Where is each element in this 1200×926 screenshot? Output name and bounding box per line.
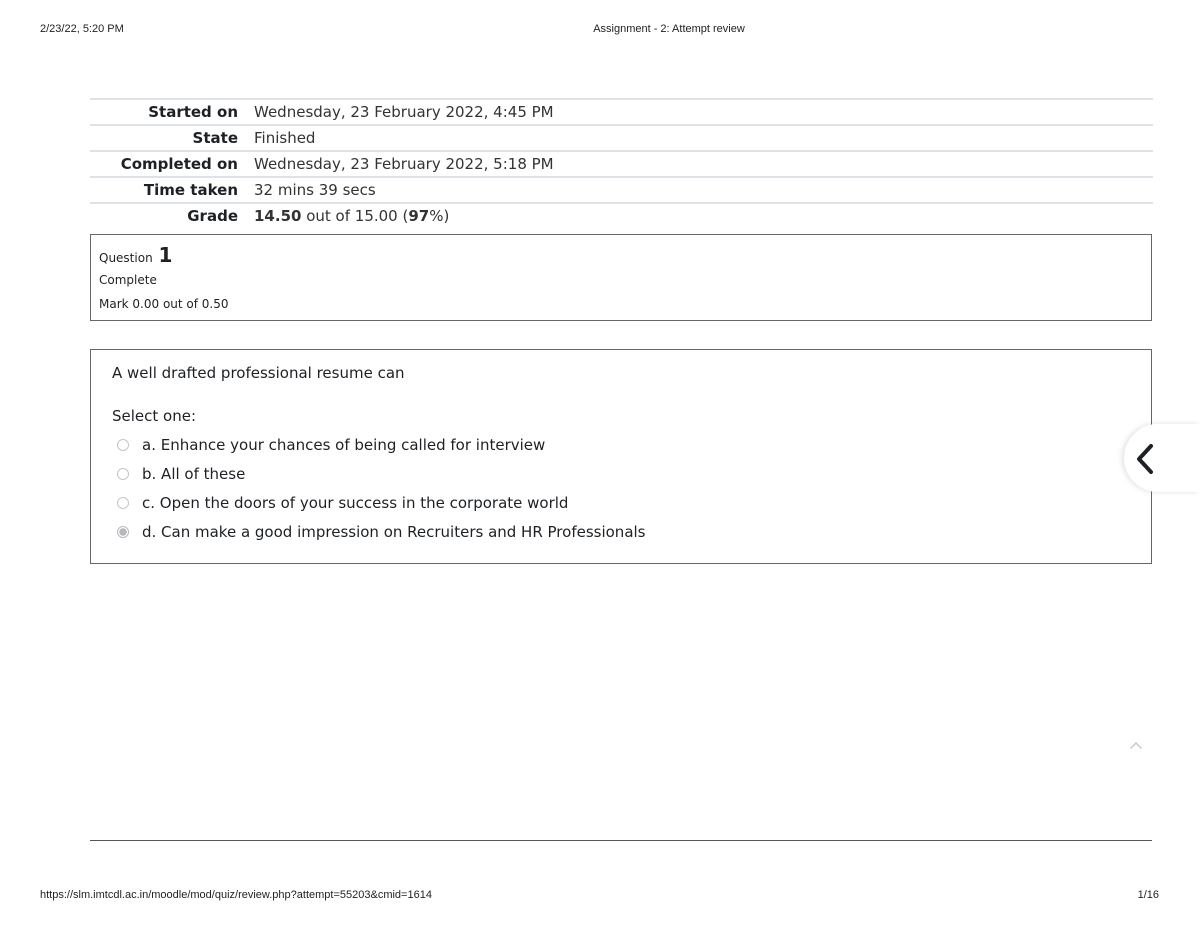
summary-label: Time taken: [143, 181, 238, 199]
summary-value: Finished: [254, 129, 316, 147]
answer-label: b. All of these: [142, 464, 246, 483]
question-state: Complete: [99, 273, 157, 287]
question-text: A well drafted professional resume can: [112, 364, 405, 382]
summary-label: State: [192, 129, 238, 147]
answer-label: a. Enhance your chances of being called for interview: [142, 435, 546, 454]
answer-option-a[interactable]: [117, 430, 646, 459]
summary-row-state: [90, 125, 1153, 151]
summary-row-time-taken: [90, 177, 1153, 203]
question-number: 1: [158, 243, 173, 267]
print-header-date: 2/23/22, 5:20 PM: [40, 23, 124, 35]
print-header-title: Assignment - 2: Attempt review: [593, 23, 745, 35]
radio-button-selected[interactable]: [117, 526, 129, 538]
answer-label: d. Can make a good impression on Recruiters and HR Professionals: [142, 522, 646, 541]
summary-value: Wednesday, 23 February 2022, 5:18 PM: [254, 155, 554, 173]
question-mark: Mark 0.00 out of 0.50: [99, 297, 229, 311]
summary-label: Completed on: [120, 155, 238, 173]
answer-option-b[interactable]: [117, 459, 646, 488]
chevron-up-icon: [1128, 738, 1144, 752]
answer-prompt: Select one:: [112, 407, 197, 425]
answer-option-c[interactable]: [117, 488, 646, 517]
grade-score: 14.50: [254, 207, 302, 225]
scroll-to-top-button[interactable]: [1128, 738, 1144, 752]
footer-divider: [90, 840, 1152, 841]
summary-row-completed: [90, 151, 1153, 177]
attempt-summary-table: [90, 98, 1153, 228]
question-number-line: [99, 243, 172, 267]
summary-row-grade: [90, 203, 1153, 228]
grade-percent: 97: [408, 207, 430, 225]
question-prefix: Question: [99, 251, 153, 265]
summary-value: Wednesday, 23 February 2022, 4:45 PM: [254, 103, 554, 121]
answer-option-d[interactable]: [117, 517, 646, 546]
summary-label: Started on: [148, 103, 238, 121]
radio-button[interactable]: [117, 468, 129, 480]
grade-tail: %): [429, 207, 450, 225]
radio-button[interactable]: [117, 439, 129, 451]
answer-list: [117, 430, 646, 546]
summary-grade-value: [246, 203, 1153, 228]
print-footer-url: https://slm.imtcdl.ac.in/moodle/mod/quiz/review.php?attempt=55203&cmid=1614: [40, 889, 432, 901]
drawer-toggle-button[interactable]: [1124, 424, 1200, 492]
question-info-box: [90, 234, 1152, 321]
chevron-left-icon: [1134, 443, 1156, 475]
summary-label: Grade: [187, 207, 238, 225]
answer-label: c. Open the doors of your success in the corporate world: [142, 493, 569, 512]
radio-button[interactable]: [117, 497, 129, 509]
print-footer-page-number: 1/16: [1137, 889, 1159, 901]
summary-value: 32 mins 39 secs: [254, 181, 376, 199]
grade-out-of: out of 15.00 (: [301, 207, 409, 225]
summary-row-started: [90, 99, 1153, 125]
question-content-box: [90, 349, 1152, 564]
